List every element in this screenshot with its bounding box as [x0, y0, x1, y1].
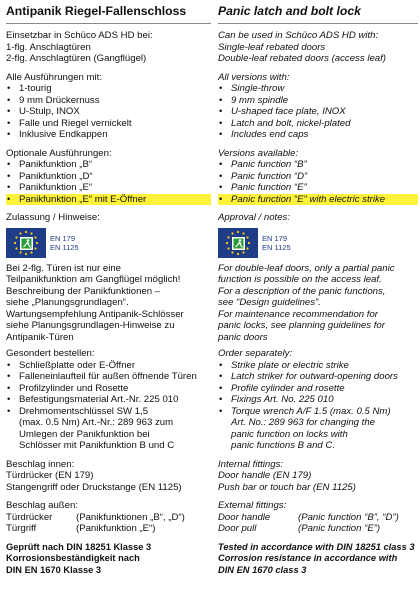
- list-item-line: Schlösser mit Panikfunktion B und C: [19, 440, 175, 451]
- intro-line: 2-flg. Anschlagtüren (Gangflügel): [6, 53, 147, 64]
- approval-badge: [218, 228, 418, 258]
- order-list: [6, 360, 211, 452]
- footer-line: Korrosionsbeständigkeit nach: [6, 553, 140, 563]
- versions-list: [218, 83, 418, 141]
- standard-en1125: EN 1125: [50, 242, 79, 252]
- list-item: • Schließplatte oder E-Öffner: [6, 360, 211, 372]
- note-line: panic doors: [218, 331, 268, 343]
- list-item: [6, 406, 211, 452]
- outer-fitting-row: [6, 523, 211, 535]
- order-list: [218, 360, 418, 452]
- outer-fitting-row: [218, 512, 418, 524]
- list-item: • Includes end caps: [218, 129, 418, 141]
- outer-fitting-row: [6, 512, 211, 524]
- page-title-english: Panic latch and bolt lock: [218, 4, 361, 18]
- inner-fitting: Push bar or touch bar (EN 1125): [218, 481, 356, 493]
- order-heading: Gesondert bestellen:: [6, 348, 95, 359]
- inner-fittings-heading: Beschlag innen:: [6, 458, 75, 470]
- note-line: Wartungsempfehlung Antipanik-Schlösser: [6, 308, 184, 320]
- intro-line: Single-leaf rebated doors: [218, 41, 326, 53]
- standard-en1125: EN 1125: [262, 242, 291, 252]
- standard-en179: EN 179: [262, 233, 288, 243]
- intro-block: [218, 30, 418, 65]
- certification-footer: [6, 542, 211, 577]
- note-line: panic locks, see planning guidelines for: [218, 320, 385, 331]
- list-item: • Panikfunktion „E“: [6, 182, 211, 194]
- note-line: siehe „Planungsgrundlagen“.: [6, 297, 129, 308]
- list-item: • U-Stulp, INOX: [6, 106, 211, 118]
- intro-line: Double-leaf rebated doors (access leaf): [218, 53, 386, 64]
- german-column: [6, 0, 211, 576]
- list-item: • Latch striker for outward-opening doors: [218, 371, 418, 383]
- note-line: function is possible on the access leaf.: [218, 274, 382, 285]
- list-item-line: panic function on locks with: [231, 428, 348, 440]
- note-line: siehe Planungsgrundlagen-Hinweise zu: [6, 320, 175, 331]
- note-line: For maintenance recommendation for: [218, 308, 378, 320]
- outer-fittings-heading: Beschlag außen:: [6, 500, 78, 511]
- list-item: • Profile cylinder and rosette: [218, 383, 418, 395]
- highlighted-list-item: • Panikfunktion „E“ mit E-Öffner: [6, 194, 211, 206]
- inner-fitting: Door handle (EN 179): [218, 470, 312, 481]
- title-divider: [218, 23, 418, 24]
- list-item: • Inklusive Endkappen: [6, 129, 211, 141]
- fitting-function: (Panikfunktionen „B“, „D“): [76, 511, 185, 523]
- intro-line: Einsetzbar in Schüco ADS HD bei:: [6, 30, 153, 41]
- certification-footer: [218, 542, 418, 577]
- versions-list: [6, 83, 211, 141]
- note-line: For a description of the panic functions,: [218, 285, 386, 297]
- fitting-function: (Panikfunktion „E“): [76, 523, 156, 534]
- fitting-function: (Panic function “B”, “D”): [298, 511, 399, 523]
- list-item-line: • Torque wrench A/F 1.5 (max. 0.5 Nm): [231, 405, 391, 417]
- list-item: • Panikfunktion „B“: [6, 159, 211, 171]
- inner-fitting: Stangengriff oder Druckstange (EN 1125): [6, 481, 182, 493]
- list-item: • U-shaped face plate, INOX: [218, 106, 418, 118]
- note-line: Antipanik-Türen: [6, 331, 74, 343]
- order-heading: Order separately:: [218, 348, 293, 359]
- footer-line: DIN EN 1670 Klasse 3: [6, 564, 102, 575]
- inner-fitting: Türdrücker (EN 179): [6, 470, 94, 481]
- title-divider: [6, 23, 211, 24]
- versions-heading: Alle Ausführungen mit:: [6, 71, 102, 83]
- fitting-function: (Panic function “E”): [298, 523, 381, 534]
- list-item-line: (max. 0.5 Nm) Art.-Nr.: 289 963 zum: [19, 417, 174, 428]
- footer-line: DIN EN 1670 class 3: [218, 564, 307, 575]
- list-item-line: Art. No.: 289 963 for changing the: [231, 417, 375, 428]
- outer-fitting-row: [218, 523, 418, 535]
- list-item: • 9 mm Drückernuss: [6, 95, 211, 107]
- list-item: • Befestigungsmaterial Art.-Nr. 225 010: [6, 394, 211, 406]
- footer-line: Geprüft nach DIN 18251 Klasse 3: [6, 541, 152, 552]
- optional-list: [218, 159, 418, 205]
- optional-list: [6, 159, 211, 205]
- list-item: • Profilzylinder und Rosette: [6, 383, 211, 395]
- approval-heading: Zulassung / Hinweise:: [6, 212, 100, 223]
- list-item: • Panic function “B”: [218, 159, 418, 171]
- optional-heading: Optionale Ausführungen:: [6, 147, 112, 159]
- fitting-name: Türdrücker: [6, 511, 53, 523]
- fitting-name: Door pull: [218, 523, 257, 534]
- intro-block: [6, 30, 211, 65]
- notes-block: [6, 263, 211, 344]
- list-item: • Falle und Riegel vernickelt: [6, 118, 211, 130]
- list-item-line: • Drehmomentschlüssel SW 1,5: [19, 405, 149, 417]
- note-line: Teilpanikfunktion am Gangflügel möglich!: [6, 274, 181, 285]
- list-item: • Fixings Art. No. 225 010: [218, 394, 418, 406]
- english-column: [218, 0, 418, 576]
- notes-block: [218, 263, 418, 344]
- outer-fittings-heading: External fittings:: [218, 500, 287, 511]
- list-item: • 9 mm spindle: [218, 95, 418, 107]
- list-item: • Single-throw: [218, 83, 418, 95]
- list-item-line: panic functions B and C.: [231, 440, 335, 451]
- emergency-exit-icon: [6, 228, 46, 258]
- approval-heading: Approval / notes:: [218, 212, 290, 223]
- highlighted-list-item: • Panic function “E” with electric strike: [218, 194, 418, 206]
- optional-heading: Versions available:: [218, 147, 299, 159]
- standards-label: [50, 234, 79, 252]
- note-line: see “Design guidelines”.: [218, 297, 321, 308]
- list-item-line: Umlegen der Panikfunktion bei: [19, 428, 150, 440]
- versions-heading: All versions with:: [218, 71, 290, 83]
- standard-en179: EN 179: [50, 233, 76, 243]
- fitting-name: Door handle: [218, 511, 271, 523]
- approval-badge: [6, 228, 211, 258]
- page-title: Antipanik Riegel-Fallenschloss: [6, 4, 187, 18]
- list-item: • Panikfunktion „D“: [6, 171, 211, 183]
- standards-label: [262, 234, 291, 252]
- list-item: • Latch and bolt, nickel-plated: [218, 118, 418, 130]
- list-item: • Falleneinlaufteil für außen öffnende Türen: [6, 371, 211, 383]
- note-line: Beschreibung der Panikfunktionen –: [6, 285, 161, 297]
- intro-line: Can be used in Schüco ADS HD with:: [218, 30, 379, 41]
- fitting-name: Türgriff: [6, 523, 37, 534]
- intro-line: 1-flg. Anschlagtüren: [6, 41, 91, 53]
- list-item: • Panic function “D”: [218, 171, 418, 183]
- note-line: For double-leaf doors, only a partial panic: [218, 262, 395, 274]
- inner-fittings-heading: Internal fittings:: [218, 458, 284, 470]
- list-item: • Panic function “E”: [218, 182, 418, 194]
- footer-line: Corrosion resistance in accordance with: [218, 553, 398, 563]
- list-item: • Strike plate or electric strike: [218, 360, 418, 372]
- emergency-exit-icon: [218, 228, 258, 258]
- footer-line: Tested in accordance with DIN 18251 class 3: [218, 541, 415, 552]
- list-item: • 1-tourig: [6, 83, 211, 95]
- note-line: Bei 2-flg. Türen ist nur eine: [6, 262, 122, 274]
- list-item: [218, 406, 418, 452]
